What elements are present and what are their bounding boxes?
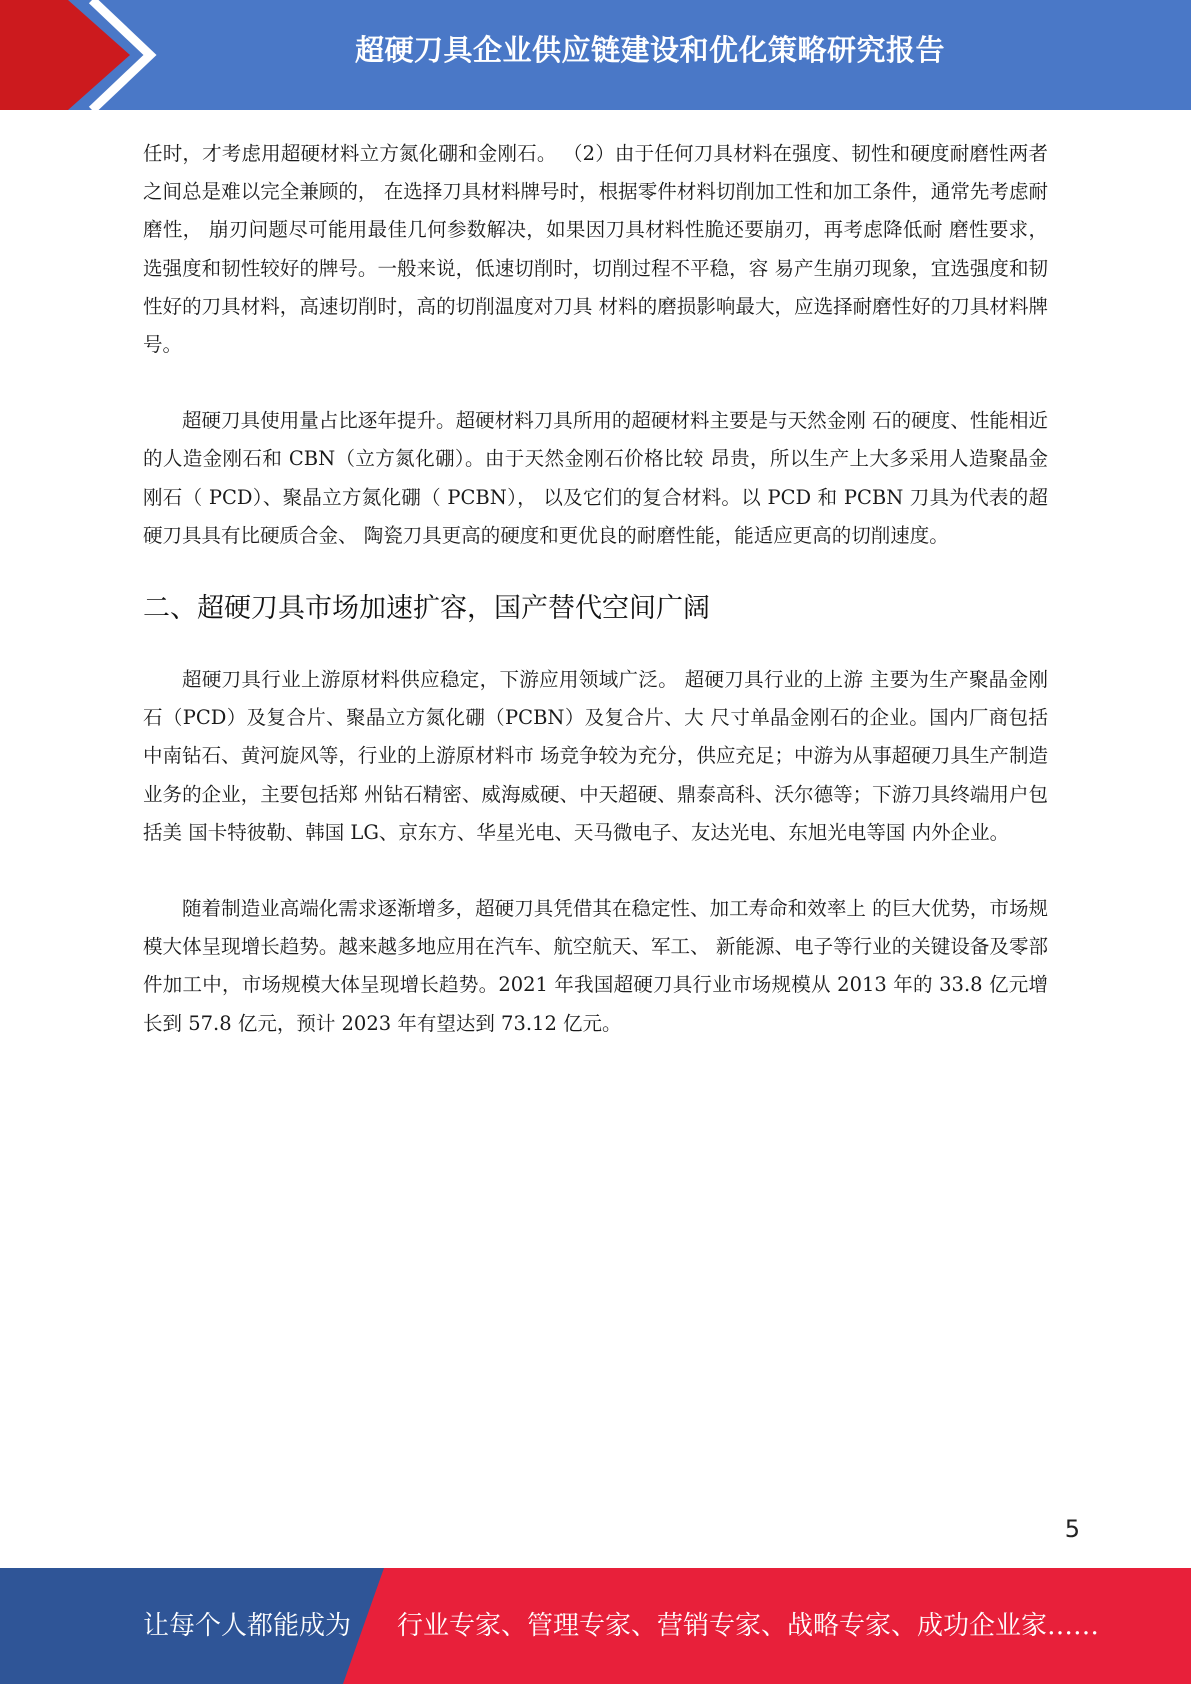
page-number: 5 — [1064, 1515, 1080, 1543]
paragraph-market-growth: 随着制造业高端化需求逐渐增多，超硬刀具凭借其在稳定性、加工寿命和效率上 的巨大优势，市场规模大体呈现增长趋势。越来越多地应用在汽车、航空航天、军工、 新能源、电子等行业的关键设备及零部件加工中，市场规模大体呈现增长趋势。2021 年我国超硬刀具行业市场规模从 2013 年的 33.8 亿元增长到 57.8 亿元，预计 2023 年有望达到 73.12 亿元。 — [143, 897, 1048, 1035]
document-title: 超硬刀具企业供应链建设和优化策略研究报告 — [354, 33, 945, 67]
header-banner — [0, 0, 1191, 110]
footer-slogan-left: 让每个人都能成为 — [143, 1611, 352, 1641]
paragraph-supply-chain: 超硬刀具行业上游原材料供应稳定，下游应用领域广泛。 超硬刀具行业的上游 主要为生产聚晶金刚石（PCD）及复合片、聚晶立方氮化硼（PCBN）及复合片、大 尺寸单晶金刚石的企业。国内厂商包括中南钻石、黄河旋风等，行业的上游原材料市 场竞争较为充分，供应充足；中游为从事超硬刀具生产制造业务的企业，主要包括郑 州钻石精密、威海威硬、中天超硬、鼎泰高科、沃尔德等；下游刀具终端用户包括美 国卡特彼勒、韩国 LG、京东方、华星光电、天马微电子、友达光电、东旭光电等国 内外企业。 — [143, 668, 1048, 844]
main-content — [143, 135, 1048, 1081]
paragraph-superhard-usage: 超硬刀具使用量占比逐年提升。超硬材料刀具所用的超硬材料主要是与天然金刚 石的硬度、性能相近的人造金刚石和 CBN（立方氮化硼）。由于天然金刚石价格比较 昂贵，所以生产上大多采用人造聚晶金刚石（ PCD）、聚晶立方氮化硼（ PCBN）， 以及它们的复合材料。以 PCD 和 PCBN 刀具为代表的超硬刀具具有比硬质合金、 陶瓷刀具更高的硬度和更优良的耐磨性能，能适应更高的切削速度。 — [143, 409, 1048, 547]
paragraph-continued: 任时，才考虑用超硬材料立方氮化硼和金刚石。 （2）由于任何刀具材料在强度、韧性和硬度耐磨性两者之间总是难以完全兼顾的， 在选择刀具材料牌号时，根据零件材料切削加工性和加工条件，通常先考虑耐磨性， 崩刃问题尽可能用最佳几何参数解决，如果因刀具材料性脆还要崩刃，再考虑降低耐 磨性要求，选强度和韧性较好的牌号。一般来说，低速切削时，切削过程不平稳，容 易产生崩刃现象，宜选强度和韧性好的刀具材料，高速切削时，高的切削温度对刀具 材料的磨损影响最大，应选择耐磨性好的刀具材料牌号。 — [143, 142, 1048, 357]
footer-slogan-right: 行业专家、管理专家、营销专家、战略专家、成功企业家…… — [397, 1611, 1100, 1641]
section-heading: 二、超硬刀具市场加速扩容，国产替代空间广阔 — [143, 593, 710, 625]
footer-banner — [0, 1568, 1191, 1684]
